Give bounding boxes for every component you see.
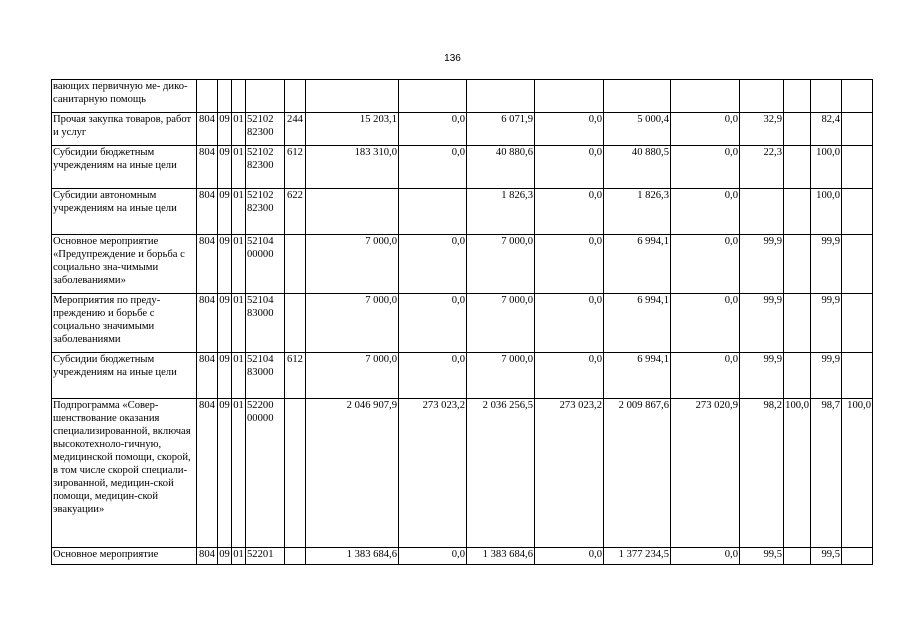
refined-total-cell: 7 000,0 [467, 294, 535, 353]
executed-total-cell: 1 377 234,5 [604, 548, 671, 565]
percent-approved-federal-cell [784, 294, 811, 353]
percent-approved-total-cell: 99,5 [740, 548, 784, 565]
target-article-code-cell [246, 80, 285, 113]
table-row [52, 294, 873, 353]
row-name-cell: Субсидии бюджетным учреждениям на иные цели [52, 353, 197, 399]
row-name-cell: вающих первичную ме- дико-санитарную помощь [52, 80, 197, 113]
target-article-code-cell [246, 353, 285, 399]
expense-type-code-cell [285, 399, 306, 548]
subsection-code-cell: 01 [232, 235, 246, 294]
table-row [52, 146, 873, 189]
approved-federal-cell: 0,0 [399, 548, 467, 565]
executed-total-cell: 6 994,1 [604, 294, 671, 353]
expense-type-code-cell [285, 235, 306, 294]
target-article-code-cell [246, 189, 285, 235]
subsection-code-cell: 01 [232, 353, 246, 399]
percent-refined-federal-cell [842, 80, 873, 113]
dept-code-cell: 804 [197, 146, 218, 189]
percent-refined-total-cell: 99,9 [811, 294, 842, 353]
refined-total-cell: 1 826,3 [467, 189, 535, 235]
executed-total-cell [604, 80, 671, 113]
dept-code-cell: 804 [197, 113, 218, 146]
percent-approved-federal-cell [784, 548, 811, 565]
dept-code-cell: 804 [197, 235, 218, 294]
dept-code-cell: 804 [197, 353, 218, 399]
target-article-code-part2: 82300 [247, 160, 274, 171]
executed-federal-cell: 0,0 [671, 189, 740, 235]
percent-approved-total-cell: 99,9 [740, 235, 784, 294]
percent-approved-total-cell: 98,2 [740, 399, 784, 548]
section-code-cell: 09 [218, 113, 232, 146]
target-article-code-part2: 83000 [247, 308, 274, 319]
budget-execution-table [51, 79, 873, 565]
executed-total-cell: 5 000,4 [604, 113, 671, 146]
percent-refined-total-cell: 99,9 [811, 353, 842, 399]
page-number: 136 [444, 53, 461, 64]
executed-total-cell: 6 994,1 [604, 235, 671, 294]
approved-total-cell: 7 000,0 [306, 353, 399, 399]
percent-refined-federal-cell [842, 548, 873, 565]
expense-type-code-cell: 612 [285, 146, 306, 189]
expense-type-code-cell [285, 80, 306, 113]
refined-total-cell [467, 80, 535, 113]
refined-federal-cell: 0,0 [535, 548, 604, 565]
section-code-cell: 09 [218, 189, 232, 235]
subsection-code-cell: 01 [232, 548, 246, 565]
target-article-code-part2: 00000 [247, 413, 274, 424]
approved-federal-cell [399, 189, 467, 235]
approved-total-cell: 2 046 907,9 [306, 399, 399, 548]
percent-refined-total-cell: 99,5 [811, 548, 842, 565]
approved-federal-cell: 0,0 [399, 353, 467, 399]
subsection-code-cell: 01 [232, 399, 246, 548]
target-article-code-part1: 52102 [247, 114, 274, 125]
row-name-cell: Субсидии бюджетным учреждениям на иные цели [52, 146, 197, 189]
row-name-cell: Прочая закупка товаров, работ и услуг [52, 113, 197, 146]
percent-refined-federal-cell [842, 189, 873, 235]
executed-total-cell: 1 826,3 [604, 189, 671, 235]
executed-federal-cell: 0,0 [671, 113, 740, 146]
percent-refined-total-cell: 100,0 [811, 189, 842, 235]
refined-federal-cell: 0,0 [535, 113, 604, 146]
approved-federal-cell: 0,0 [399, 294, 467, 353]
target-article-code-part2: 82300 [247, 127, 274, 138]
table-row [52, 189, 873, 235]
percent-approved-total-cell [740, 80, 784, 113]
expense-type-code-cell: 244 [285, 113, 306, 146]
section-code-cell [218, 80, 232, 113]
executed-federal-cell: 0,0 [671, 146, 740, 189]
refined-federal-cell: 273 023,2 [535, 399, 604, 548]
percent-refined-total-cell: 99,9 [811, 235, 842, 294]
row-name-cell: Мероприятия по преду-преждению и борьбе с социально значимыми заболеваниями [52, 294, 197, 353]
refined-federal-cell: 0,0 [535, 294, 604, 353]
target-article-code-cell [246, 235, 285, 294]
target-article-code-cell [246, 146, 285, 189]
target-article-code-part1: 52200 [247, 400, 274, 411]
percent-refined-federal-cell [842, 235, 873, 294]
section-code-cell: 09 [218, 235, 232, 294]
row-name-cell: Субсидии автономным учреждениям на иные цели [52, 189, 197, 235]
executed-federal-cell [671, 80, 740, 113]
dept-code-cell: 804 [197, 399, 218, 548]
target-article-code-part1: 52104 [247, 354, 274, 365]
refined-total-cell: 2 036 256,5 [467, 399, 535, 548]
table-row [52, 548, 873, 565]
percent-refined-total-cell: 100,0 [811, 146, 842, 189]
section-code-cell: 09 [218, 548, 232, 565]
approved-federal-cell: 273 023,2 [399, 399, 467, 548]
percent-approved-federal-cell [784, 189, 811, 235]
target-article-code-part2: 82300 [247, 203, 274, 214]
executed-federal-cell: 0,0 [671, 235, 740, 294]
expense-type-code-cell: 612 [285, 353, 306, 399]
table-row [52, 80, 873, 113]
dept-code-cell: 804 [197, 548, 218, 565]
percent-refined-federal-cell [842, 353, 873, 399]
percent-approved-federal-cell [784, 235, 811, 294]
subsection-code-cell: 01 [232, 113, 246, 146]
percent-refined-federal-cell [842, 146, 873, 189]
target-article-code-part2: 00000 [247, 249, 274, 260]
approved-total-cell: 15 203,1 [306, 113, 399, 146]
executed-federal-cell: 0,0 [671, 294, 740, 353]
percent-refined-total-cell: 82,4 [811, 113, 842, 146]
target-article-code-part2: 83000 [247, 367, 274, 378]
refined-federal-cell: 0,0 [535, 235, 604, 294]
target-article-code-cell [246, 399, 285, 548]
section-code-cell: 09 [218, 353, 232, 399]
row-name-cell: Основное мероприятие «Предупреждение и борьба с социально зна-чимыми заболеваниями» [52, 235, 197, 294]
approved-total-cell [306, 189, 399, 235]
target-article-code-cell [246, 294, 285, 353]
refined-total-cell: 40 880,6 [467, 146, 535, 189]
executed-federal-cell: 273 020,9 [671, 399, 740, 548]
section-code-cell: 09 [218, 146, 232, 189]
percent-approved-total-cell: 99,9 [740, 353, 784, 399]
dept-code-cell: 804 [197, 294, 218, 353]
target-article-code-part1: 52102 [247, 190, 274, 201]
percent-refined-federal-cell [842, 294, 873, 353]
percent-approved-total-cell: 22,3 [740, 146, 784, 189]
approved-total-cell [306, 80, 399, 113]
executed-total-cell: 2 009 867,6 [604, 399, 671, 548]
dept-code-cell: 804 [197, 189, 218, 235]
refined-total-cell: 1 383 684,6 [467, 548, 535, 565]
subsection-code-cell: 01 [232, 294, 246, 353]
expense-type-code-cell: 622 [285, 189, 306, 235]
percent-refined-total-cell: 98,7 [811, 399, 842, 548]
subsection-code-cell: 01 [232, 189, 246, 235]
expense-type-code-cell [285, 548, 306, 565]
row-name-cell: Подпрограмма «Совер-шенствование оказания специализированной, включая высокотехноло-гичную, медицинской помощи, скорой, в том числе скорой специали-зированной, медицин-ской помощи, медицин-ской эвакуации» [52, 399, 197, 548]
approved-federal-cell: 0,0 [399, 146, 467, 189]
table-row [52, 353, 873, 399]
refined-federal-cell [535, 80, 604, 113]
target-article-code-part1: 52104 [247, 236, 274, 247]
percent-approved-federal-cell: 100,0 [784, 399, 811, 548]
target-article-code-part1: 52104 [247, 295, 274, 306]
percent-refined-federal-cell [842, 113, 873, 146]
table-row [52, 399, 873, 548]
approved-total-cell: 7 000,0 [306, 235, 399, 294]
executed-federal-cell: 0,0 [671, 353, 740, 399]
percent-approved-total-cell: 99,9 [740, 294, 784, 353]
percent-approved-federal-cell [784, 353, 811, 399]
executed-total-cell: 6 994,1 [604, 353, 671, 399]
expense-type-code-cell [285, 294, 306, 353]
percent-approved-federal-cell [784, 146, 811, 189]
dept-code-cell [197, 80, 218, 113]
refined-total-cell: 6 071,9 [467, 113, 535, 146]
table-row [52, 235, 873, 294]
approved-federal-cell: 0,0 [399, 235, 467, 294]
refined-federal-cell: 0,0 [535, 353, 604, 399]
approved-federal-cell: 0,0 [399, 113, 467, 146]
table-row [52, 113, 873, 146]
approved-total-cell: 183 310,0 [306, 146, 399, 189]
section-code-cell: 09 [218, 399, 232, 548]
target-article-code-cell [246, 113, 285, 146]
section-code-cell: 09 [218, 294, 232, 353]
refined-federal-cell: 0,0 [535, 146, 604, 189]
percent-approved-total-cell: 32,9 [740, 113, 784, 146]
percent-approved-federal-cell [784, 113, 811, 146]
percent-approved-federal-cell [784, 80, 811, 113]
target-article-code-part1: 52102 [247, 147, 274, 158]
row-name-cell: Основное мероприятие [52, 548, 197, 565]
target-article-code-cell [246, 548, 285, 565]
approved-federal-cell [399, 80, 467, 113]
executed-federal-cell: 0,0 [671, 548, 740, 565]
target-article-code-part1: 52201 [247, 549, 274, 560]
percent-refined-total-cell [811, 80, 842, 113]
refined-total-cell: 7 000,0 [467, 353, 535, 399]
approved-total-cell: 1 383 684,6 [306, 548, 399, 565]
refined-federal-cell: 0,0 [535, 189, 604, 235]
percent-refined-federal-cell: 100,0 [842, 399, 873, 548]
executed-total-cell: 40 880,5 [604, 146, 671, 189]
subsection-code-cell [232, 80, 246, 113]
percent-approved-total-cell [740, 189, 784, 235]
refined-total-cell: 7 000,0 [467, 235, 535, 294]
approved-total-cell: 7 000,0 [306, 294, 399, 353]
subsection-code-cell: 01 [232, 146, 246, 189]
